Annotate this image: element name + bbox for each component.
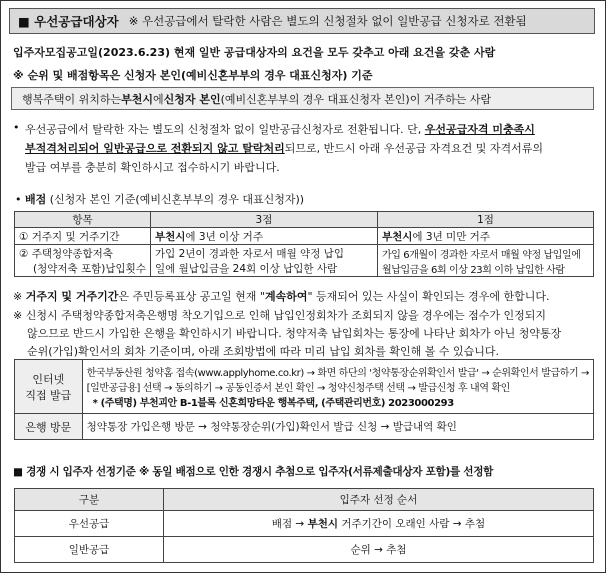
- row-3pt: [150, 228, 377, 245]
- table-row: [15, 414, 594, 440]
- table-row: [15, 245, 594, 277]
- residence-requirement-box: [11, 87, 594, 110]
- section-title-note: ※ 우선공급에서 탈락한 사람은 별도의 신청절차 없이 일반공급 신청자로 전환됨: [128, 14, 527, 28]
- cell-text: 가입 2년이 경과한 자로서 매월 약정 납입: [154, 247, 344, 260]
- note-emphasis: 거주지 및 거주기간: [25, 290, 119, 303]
- city: 부천시: [154, 230, 186, 243]
- section-title: ■ 우선공급대상자: [18, 14, 119, 29]
- cell-text: 배점 →: [271, 518, 308, 530]
- cell-text: 에 3년 이상 거주: [185, 230, 263, 243]
- header-1pt: 1점: [377, 212, 593, 228]
- table-header-row: [15, 212, 594, 228]
- cell-text: 한국부동산원 청약홈 접속(www.applyhome.co.kr) → 화면 하단의 '청약통장순위확인서 발급' → 순위확인서 발급하기 →: [86, 368, 589, 379]
- row-order: [164, 511, 594, 537]
- note-text: 은 주민등록표상 공고일 현재 ": [118, 290, 265, 303]
- requirement-text: (예비신혼부부의 경우 대표신청자 본인)이 거주하는 사람: [220, 92, 492, 106]
- cell-text: 가입 6개월이 경과한 자로서 매월 약정 납입일에: [381, 249, 581, 261]
- cell-text: * (주택명) 부천괴안 B-1블록 신혼희망타운 행복주택, (주택관리번호) 2023000293: [92, 398, 454, 409]
- requirement-applicant: 신청자 본인: [163, 92, 221, 106]
- competition-heading: ■ 경쟁 시 입주자 선정기준 ※ 동일 배점으로 인한 경쟁시 추첨으로 입주자(서류제출대상자 포함)를 선정함: [13, 466, 494, 478]
- bullet1-text: 우선공급에서 탈락한 자는 별도의 신청절차 없이 일반공급신청자로 전환됩니다. 단,: [25, 123, 425, 136]
- note-bank-line1: ※ 신청시 주택청약종합저축은행명 착오기입으로 인해 납입인정회차가 조회되지 않을 경우에는 점수가 인정되지: [13, 309, 546, 322]
- competition-table: [14, 488, 594, 563]
- row-item: ① 거주지 및 거주기간: [15, 228, 151, 245]
- bank-label: 은행 방문: [15, 414, 83, 440]
- row-type: 우선공급: [15, 511, 164, 537]
- header-3pt: 3점: [150, 212, 377, 228]
- internet-label: [15, 360, 83, 414]
- scoring-table: [14, 211, 594, 277]
- row-1pt: [377, 228, 593, 245]
- note-bank-line3: 순위(가입)확인서의 회차 기준이며, 아래 조회방법에 따라 미리 납입 회차를 확인해 볼 수 있습니다.: [27, 345, 499, 358]
- cell-text: [일반공급용] 선택 → 동의하기 → 공동인증서 본인 확인 → 청약신청주택 선택 → 발급신청 후 내역 확인: [86, 383, 510, 394]
- scoring-basis: (신청자 본인 기준(예비신혼부부의 경우 대표신청자)): [46, 193, 305, 206]
- requirement-text: 에: [153, 92, 164, 106]
- bullet1-line2: [25, 140, 543, 156]
- internet-steps: [82, 360, 593, 414]
- city: 부천시: [381, 230, 413, 243]
- cell-text: 인터넷: [32, 372, 65, 386]
- cell-text: ② 주택청약종합저축: [19, 247, 113, 260]
- bullet1-text: 되므로, 반드시 아래 우선공급 자격요건 및 자격서류의: [284, 142, 543, 155]
- bullet1-emphasis: 부적격처리되어 일반공급으로 전환되지 않고 탈락처리: [25, 142, 285, 155]
- scoring-label: 배점: [25, 193, 47, 206]
- header-item: 항목: [15, 212, 151, 228]
- row-1pt: [377, 245, 593, 277]
- eligibility-line: 입주자모집공고일(2023.6.23) 현재 일반 공급대상자의 요건을 모두 갖추고 아래 요건을 갖춘 사람: [13, 46, 496, 59]
- table-header-row: [15, 489, 594, 511]
- table-row: [15, 360, 594, 414]
- bullet1-line1: [25, 121, 535, 137]
- table-row: [15, 511, 594, 537]
- note-mark: ※: [13, 290, 26, 303]
- ranking-heading: ※ 순위 및 배점항목은 신청자 본인(예비신혼부부의 경우 대표신청자) 기준: [13, 69, 373, 82]
- header-type: 구분: [15, 489, 164, 511]
- priority-supply-title-bar: [9, 8, 595, 34]
- note-residence: [13, 288, 550, 304]
- requirement-city: 부천시: [121, 92, 154, 106]
- cell-text: 일에 월납입금을 24회 이상 납입한 사람: [154, 262, 338, 275]
- row-type: 일반공급: [15, 537, 164, 563]
- issuance-table: [14, 359, 594, 440]
- table-row: [15, 537, 594, 563]
- row-order: 순위 → 추첨: [164, 537, 594, 563]
- requirement-text: 행복주택이 위치하는: [22, 92, 122, 106]
- bank-steps: 청약통장 가입은행 방문 → 청약통장순위(가입)확인서 발급 신청 → 발급내역 확인: [82, 414, 593, 440]
- bullet1-emphasis: 우선공급자격 미충족시: [424, 123, 535, 136]
- cell-text: (청약저축 포함)납입횟수: [33, 262, 146, 275]
- cell-text: 에 3년 미만 거주: [412, 230, 490, 243]
- bullet-dot: •: [13, 121, 20, 134]
- cell-text: 직접 발급: [25, 388, 72, 402]
- bullet1-line3: 발급 여부를 충분히 확인하시고 접수하시기 바랍니다.: [25, 161, 280, 174]
- city: 부천시: [307, 518, 338, 530]
- table-row: [15, 228, 594, 245]
- cell-text: 거주기간이 오래인 사람 → 추첨: [338, 518, 486, 530]
- row-item: [15, 245, 151, 277]
- scoring-bullet: • 배점 (신청자 본인 기준(예비신혼부부의 경우 대표신청자)): [15, 193, 305, 206]
- row-3pt: [150, 245, 377, 277]
- note-emphasis: 계속하여: [264, 290, 308, 303]
- cell-text: 월납입금을 6회 이상 23회 이하 납입한 사람: [381, 264, 565, 276]
- note-bank-line2: 않으므로 반드시 가입한 은행을 확인하시기 바랍니다. 청약저축 납입회차는 통장에 나타난 회차가 아닌 청약통장: [27, 327, 562, 340]
- header-order: 입주자 선정 순서: [164, 489, 594, 511]
- note-text: " 등재되어 있는 사실이 확인되는 경우에 한합니다.: [307, 290, 550, 303]
